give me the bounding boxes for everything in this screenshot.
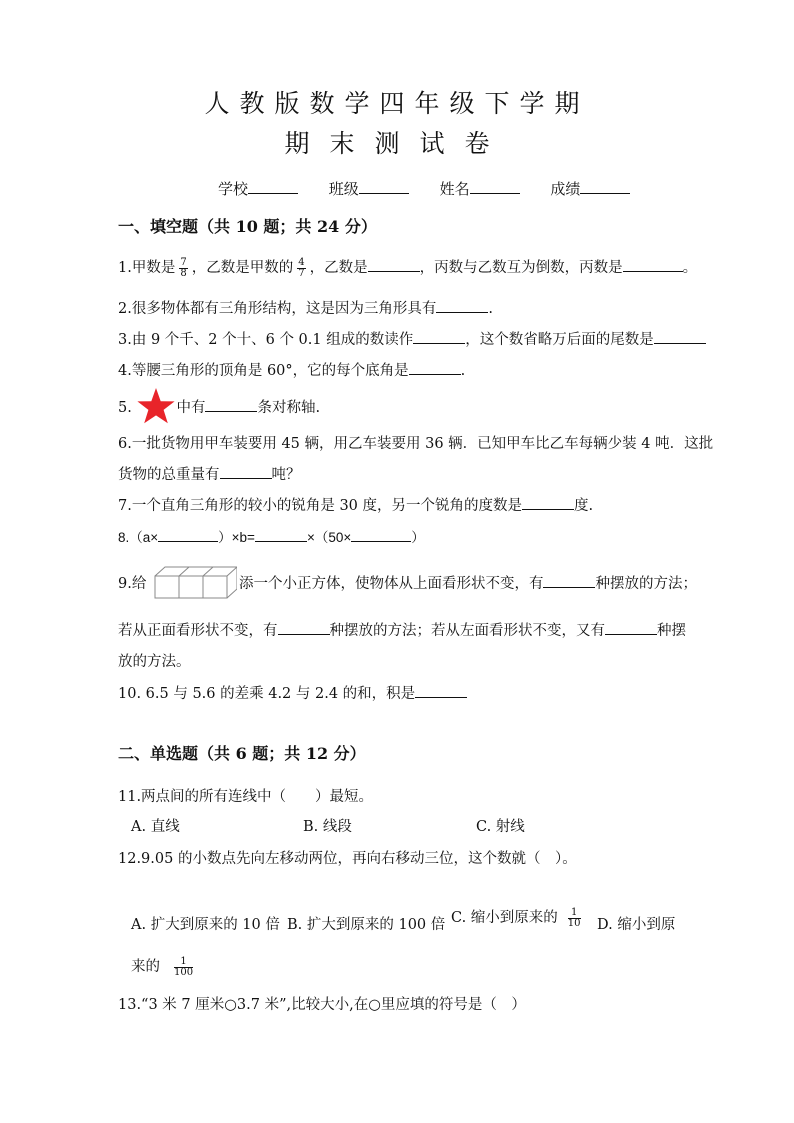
cube-stack-figure — [153, 564, 237, 600]
question-4: 4.等腰三角形的顶角是 60°，它的每个底角是 . — [118, 359, 465, 380]
question-9-line3: 放的方法。 — [118, 654, 191, 670]
answer-blank[interactable] — [205, 397, 257, 412]
option-c[interactable]: C. 射线 — [476, 819, 525, 835]
answer-blank[interactable] — [415, 683, 467, 698]
page-subtitle: 期末测试卷 — [284, 129, 510, 158]
section-heading-choice: 二、单选题（共 6 题；共 12 分） — [118, 744, 366, 763]
option-c[interactable]: C. 缩小到原来的 $\frac{1}{10}$ — [451, 906, 581, 929]
question-10: 10. 6.5 与 5.6 的差乘 4.2 与 2.4 的和，积是 — [118, 682, 467, 703]
option-d[interactable]: D. 缩小到原 — [597, 917, 676, 933]
fraction-4-7: $\frac{4}{7}$ — [298, 256, 305, 279]
student-info-row — [218, 178, 656, 199]
fraction-1-10: $\frac{1}{10}$ — [567, 906, 581, 929]
question-9-line1: 9.给 添一个小正方体，使物体从上面看形状不变，有 种摆放的方法； — [118, 572, 697, 593]
question-6-line1: 6.一批货物用甲车装要用 45 辆，用乙车装要用 36 辆．已知甲车比乙车每辆少装 4 吨．这批 — [118, 436, 714, 452]
question-11: 11.两点间的所有连线中（ ）最短。 — [118, 789, 374, 805]
answer-blank[interactable] — [543, 573, 595, 588]
answer-blank[interactable] — [255, 527, 307, 542]
question-6-line2: 货物的总重量有 吨？ — [118, 463, 301, 484]
answer-blank[interactable] — [278, 620, 330, 635]
question-9-line2: 若从正面看形状不变，有 种摆放的方法；若从左面看形状不变，又有 种摆 — [118, 619, 686, 640]
answer-blank[interactable] — [351, 527, 411, 542]
answer-blank[interactable] — [522, 495, 574, 510]
answer-blank[interactable] — [623, 257, 683, 272]
fraction-1-100: $\frac{1}{100}$ — [174, 955, 194, 978]
question-13: 13.“3 米 7 厘米○3.7 米”,比较大小,在○里应填的符号是（ ） — [118, 997, 526, 1013]
answer-blank[interactable] — [413, 329, 465, 344]
question-8: 8.（a× ）×b= ×（50× ） — [118, 526, 425, 546]
school-field[interactable]: 学校 — [218, 180, 298, 198]
question-3: 3.由 9 个千、2 个十、6 个 0.1 组成的数读作 ，这个数省略万后面的尾数是 — [118, 328, 706, 349]
question-12: 12.9.05 的小数点先向左移动两位，再向右移动三位，这个数就（ ）。 — [118, 851, 577, 867]
question-5: 5. 中有 条对称轴. — [118, 396, 320, 417]
answer-blank[interactable] — [436, 298, 488, 313]
answer-blank[interactable] — [605, 620, 657, 635]
class-field[interactable]: 班级 — [329, 180, 409, 198]
page-title: 人教版数学四年级下学期 — [204, 89, 590, 118]
answer-blank[interactable] — [220, 464, 272, 479]
option-d-continued: 来的 $\frac{1}{100}$ — [131, 955, 194, 978]
red-star-icon — [136, 387, 176, 425]
answer-blank[interactable] — [368, 257, 420, 272]
option-a[interactable]: A. 直线 — [131, 819, 180, 835]
fraction-7-8: $\frac{7}{8}$ — [180, 256, 187, 279]
question-7: 7.一个直角三角形的较小的锐角是 30 度，另一个锐角的度数是 度. — [118, 494, 593, 515]
question-1: 1.甲数是 $\frac{7}{8}$ ，乙数是甲数的 $\frac{4}{7}$ ，乙数是 ，丙数与乙数互为倒数，丙数是 。 — [118, 256, 698, 279]
question-2: 2.很多物体都有三角形结构，这是因为三角形具有 . — [118, 297, 493, 318]
answer-blank[interactable] — [158, 527, 218, 542]
option-b[interactable]: B. 扩大到原来的 100 倍 — [287, 917, 446, 933]
answer-blank[interactable] — [409, 360, 461, 375]
option-a[interactable]: A. 扩大到原来的 10 倍 — [131, 917, 280, 933]
score-field[interactable]: 成绩 — [550, 180, 630, 198]
option-b[interactable]: B. 线段 — [303, 819, 352, 835]
section-heading-fill: 一、填空题（共 10 题；共 24 分） — [118, 217, 377, 236]
answer-blank[interactable] — [654, 329, 706, 344]
name-field[interactable]: 姓名 — [440, 180, 520, 198]
